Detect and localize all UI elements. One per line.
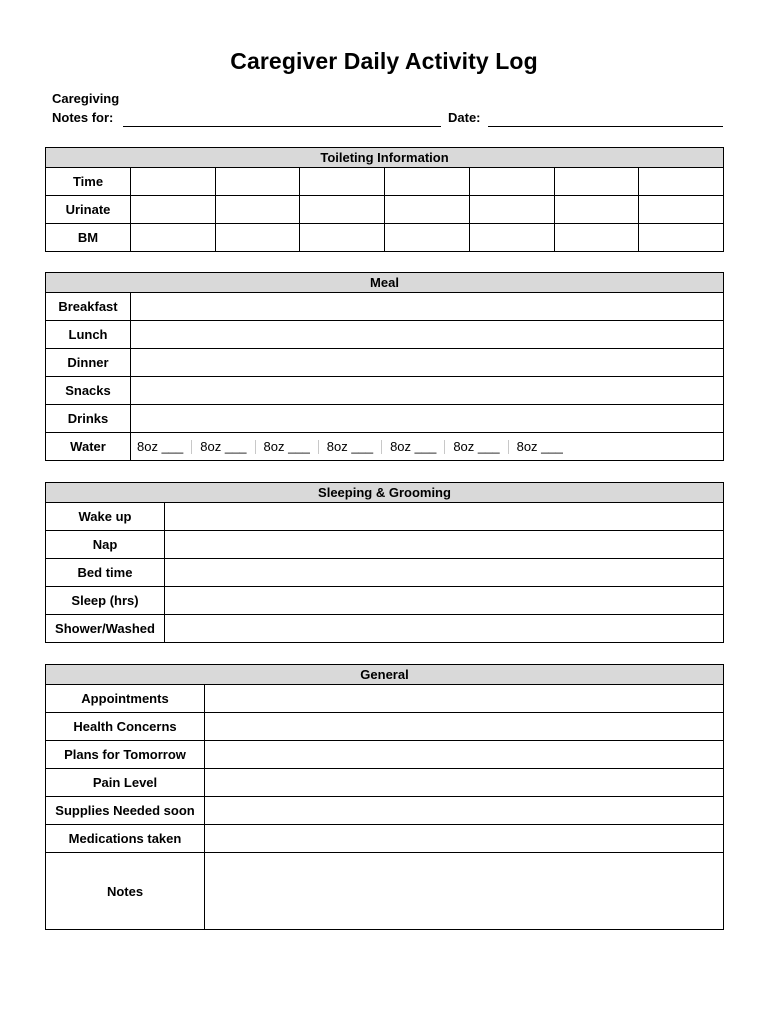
toileting-cell[interactable] [131, 224, 216, 252]
water-divider [191, 440, 192, 454]
sleeping-row [46, 587, 724, 615]
meal-entry-cell[interactable] [131, 293, 724, 321]
toileting-table [45, 147, 724, 252]
toileting-cell[interactable] [215, 168, 300, 196]
toileting-cell[interactable] [215, 224, 300, 252]
sleeping-label: Wake up [46, 503, 165, 531]
toileting-cell[interactable] [300, 196, 385, 224]
sleeping-row [46, 615, 724, 643]
toileting-cell[interactable] [385, 196, 470, 224]
sleeping-label: Bed time [46, 559, 165, 587]
toileting-cell[interactable] [215, 196, 300, 224]
general-entry-cell[interactable] [205, 713, 724, 741]
water-row [46, 433, 724, 461]
meal-row [46, 349, 724, 377]
general-label: Appointments [46, 685, 205, 713]
water-entry[interactable]: 8oz ___ [137, 438, 184, 454]
meal-entry-cell[interactable] [131, 349, 724, 377]
water-divider [444, 440, 445, 454]
general-entry-cell[interactable] [205, 769, 724, 797]
general-label: Supplies Needed soon [46, 797, 205, 825]
date-field[interactable] [488, 126, 723, 127]
toileting-cell[interactable] [554, 224, 639, 252]
toileting-row-bm [46, 224, 724, 252]
notes-entry-cell[interactable] [205, 853, 724, 930]
meal-row [46, 405, 724, 433]
toileting-cell[interactable] [469, 196, 554, 224]
meal-heading: Meal [46, 273, 724, 293]
water-entries [131, 433, 724, 461]
toileting-row-time [46, 168, 724, 196]
water-label: Water [46, 433, 131, 461]
toileting-cell[interactable] [639, 196, 724, 224]
toileting-cell[interactable] [469, 224, 554, 252]
toileting-cell[interactable] [554, 168, 639, 196]
toileting-cell[interactable] [385, 168, 470, 196]
meal-entry-cell[interactable] [131, 405, 724, 433]
general-entry-cell[interactable] [205, 685, 724, 713]
water-divider [318, 440, 319, 454]
sleeping-row [46, 503, 724, 531]
page-title: Caregiver Daily Activity Log [230, 48, 538, 74]
sleeping-entry-cell[interactable] [165, 531, 724, 559]
meal-entry-cell[interactable] [131, 321, 724, 349]
toileting-cell[interactable] [469, 168, 554, 196]
toileting-label: Urinate [46, 196, 131, 224]
water-entry[interactable]: 8oz ___ [453, 438, 500, 454]
meal-row [46, 377, 724, 405]
sleeping-heading: Sleeping & Grooming [46, 483, 724, 503]
meal-table [45, 272, 724, 461]
date-label: Date: [448, 110, 481, 125]
water-divider [255, 440, 256, 454]
toileting-heading: Toileting Information [46, 148, 724, 168]
sleeping-entry-cell[interactable] [165, 503, 724, 531]
water-entry[interactable]: 8oz ___ [326, 438, 374, 454]
sleeping-label: Nap [46, 531, 165, 559]
general-row [46, 685, 724, 713]
sleeping-entry-cell[interactable] [165, 587, 724, 615]
notes-row [46, 853, 724, 930]
general-entry-cell[interactable] [205, 741, 724, 769]
notes-for-field[interactable] [123, 126, 441, 127]
toileting-cell[interactable] [639, 224, 724, 252]
sleeping-entry-cell[interactable] [165, 615, 724, 643]
water-divider [381, 440, 382, 454]
notes-label: Notes [46, 853, 205, 930]
general-heading: General [46, 665, 724, 685]
water-entry[interactable]: 8oz ___ [516, 438, 563, 454]
meal-label: Snacks [46, 377, 131, 405]
general-entry-cell[interactable] [205, 825, 724, 853]
toileting-cell[interactable] [300, 224, 385, 252]
general-label: Plans for Tomorrow [46, 741, 205, 769]
toileting-cell[interactable] [131, 196, 216, 224]
toileting-cell[interactable] [300, 168, 385, 196]
toileting-row-urinate [46, 196, 724, 224]
meal-row [46, 293, 724, 321]
meal-label: Breakfast [46, 293, 131, 321]
meal-label: Dinner [46, 349, 131, 377]
sleeping-label: Sleep (hrs) [46, 587, 165, 615]
notes-for-label-line2: Notes for: [52, 110, 114, 125]
general-label: Pain Level [46, 769, 205, 797]
sleeping-row [46, 531, 724, 559]
general-row [46, 741, 724, 769]
general-row [46, 797, 724, 825]
toileting-label: BM [46, 224, 131, 252]
water-entry[interactable]: 8oz ___ [200, 438, 247, 454]
meal-label: Drinks [46, 405, 131, 433]
water-divider [508, 440, 509, 454]
general-row [46, 713, 724, 741]
general-row [46, 825, 724, 853]
sleeping-entry-cell[interactable] [165, 559, 724, 587]
general-table [45, 664, 724, 930]
toileting-cell[interactable] [131, 168, 216, 196]
toileting-cell[interactable] [554, 196, 639, 224]
meal-label: Lunch [46, 321, 131, 349]
meal-row [46, 321, 724, 349]
general-row [46, 769, 724, 797]
sleeping-table [45, 482, 724, 643]
general-label: Medications taken [46, 825, 205, 853]
toileting-cell[interactable] [385, 224, 470, 252]
toileting-label: Time [46, 168, 131, 196]
meal-entry-cell[interactable] [131, 377, 724, 405]
sleeping-label: Shower/Washed [46, 615, 165, 643]
sleeping-row [46, 559, 724, 587]
general-entry-cell[interactable] [205, 797, 724, 825]
water-entry[interactable]: 8oz ___ [390, 438, 437, 454]
notes-for-label-line1: Caregiving [52, 91, 120, 106]
water-entry[interactable]: 8oz ___ [263, 438, 310, 454]
toileting-cell[interactable] [639, 168, 724, 196]
general-label: Health Concerns [46, 713, 205, 741]
